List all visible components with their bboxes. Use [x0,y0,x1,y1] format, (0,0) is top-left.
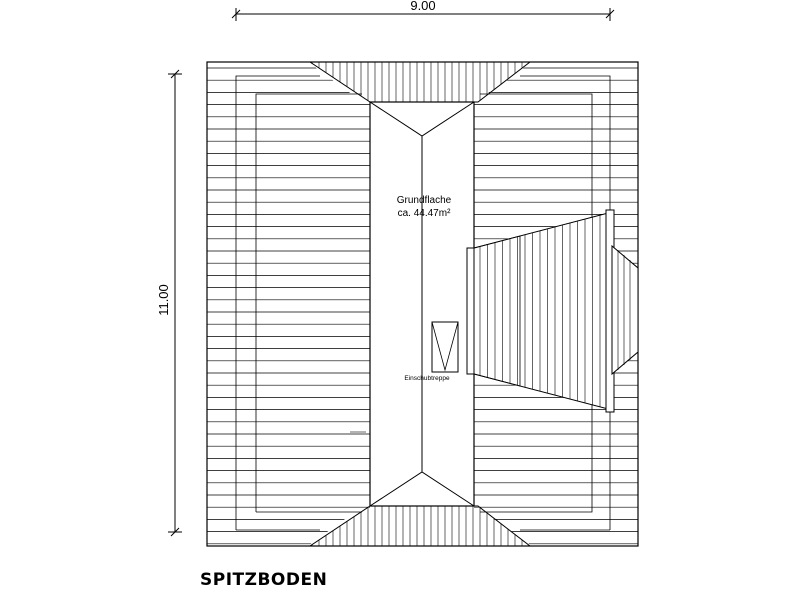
stair-label: Einschubtreppe [404,375,450,382]
room-label-area: ca. 44.47m² [397,208,451,219]
floor-area [370,102,474,506]
floor-title: SPITZBODEN [200,570,328,590]
depth-dimension [156,70,182,536]
roof-covering-left [207,68,372,544]
hip-end-top [312,62,529,102]
room-label-name: Grundflache [396,195,452,206]
width-dimension-label: 9.00 [410,0,436,13]
dormer [467,205,638,415]
width-dimension [232,0,614,21]
depth-dimension-label: 11.00 [156,284,171,316]
